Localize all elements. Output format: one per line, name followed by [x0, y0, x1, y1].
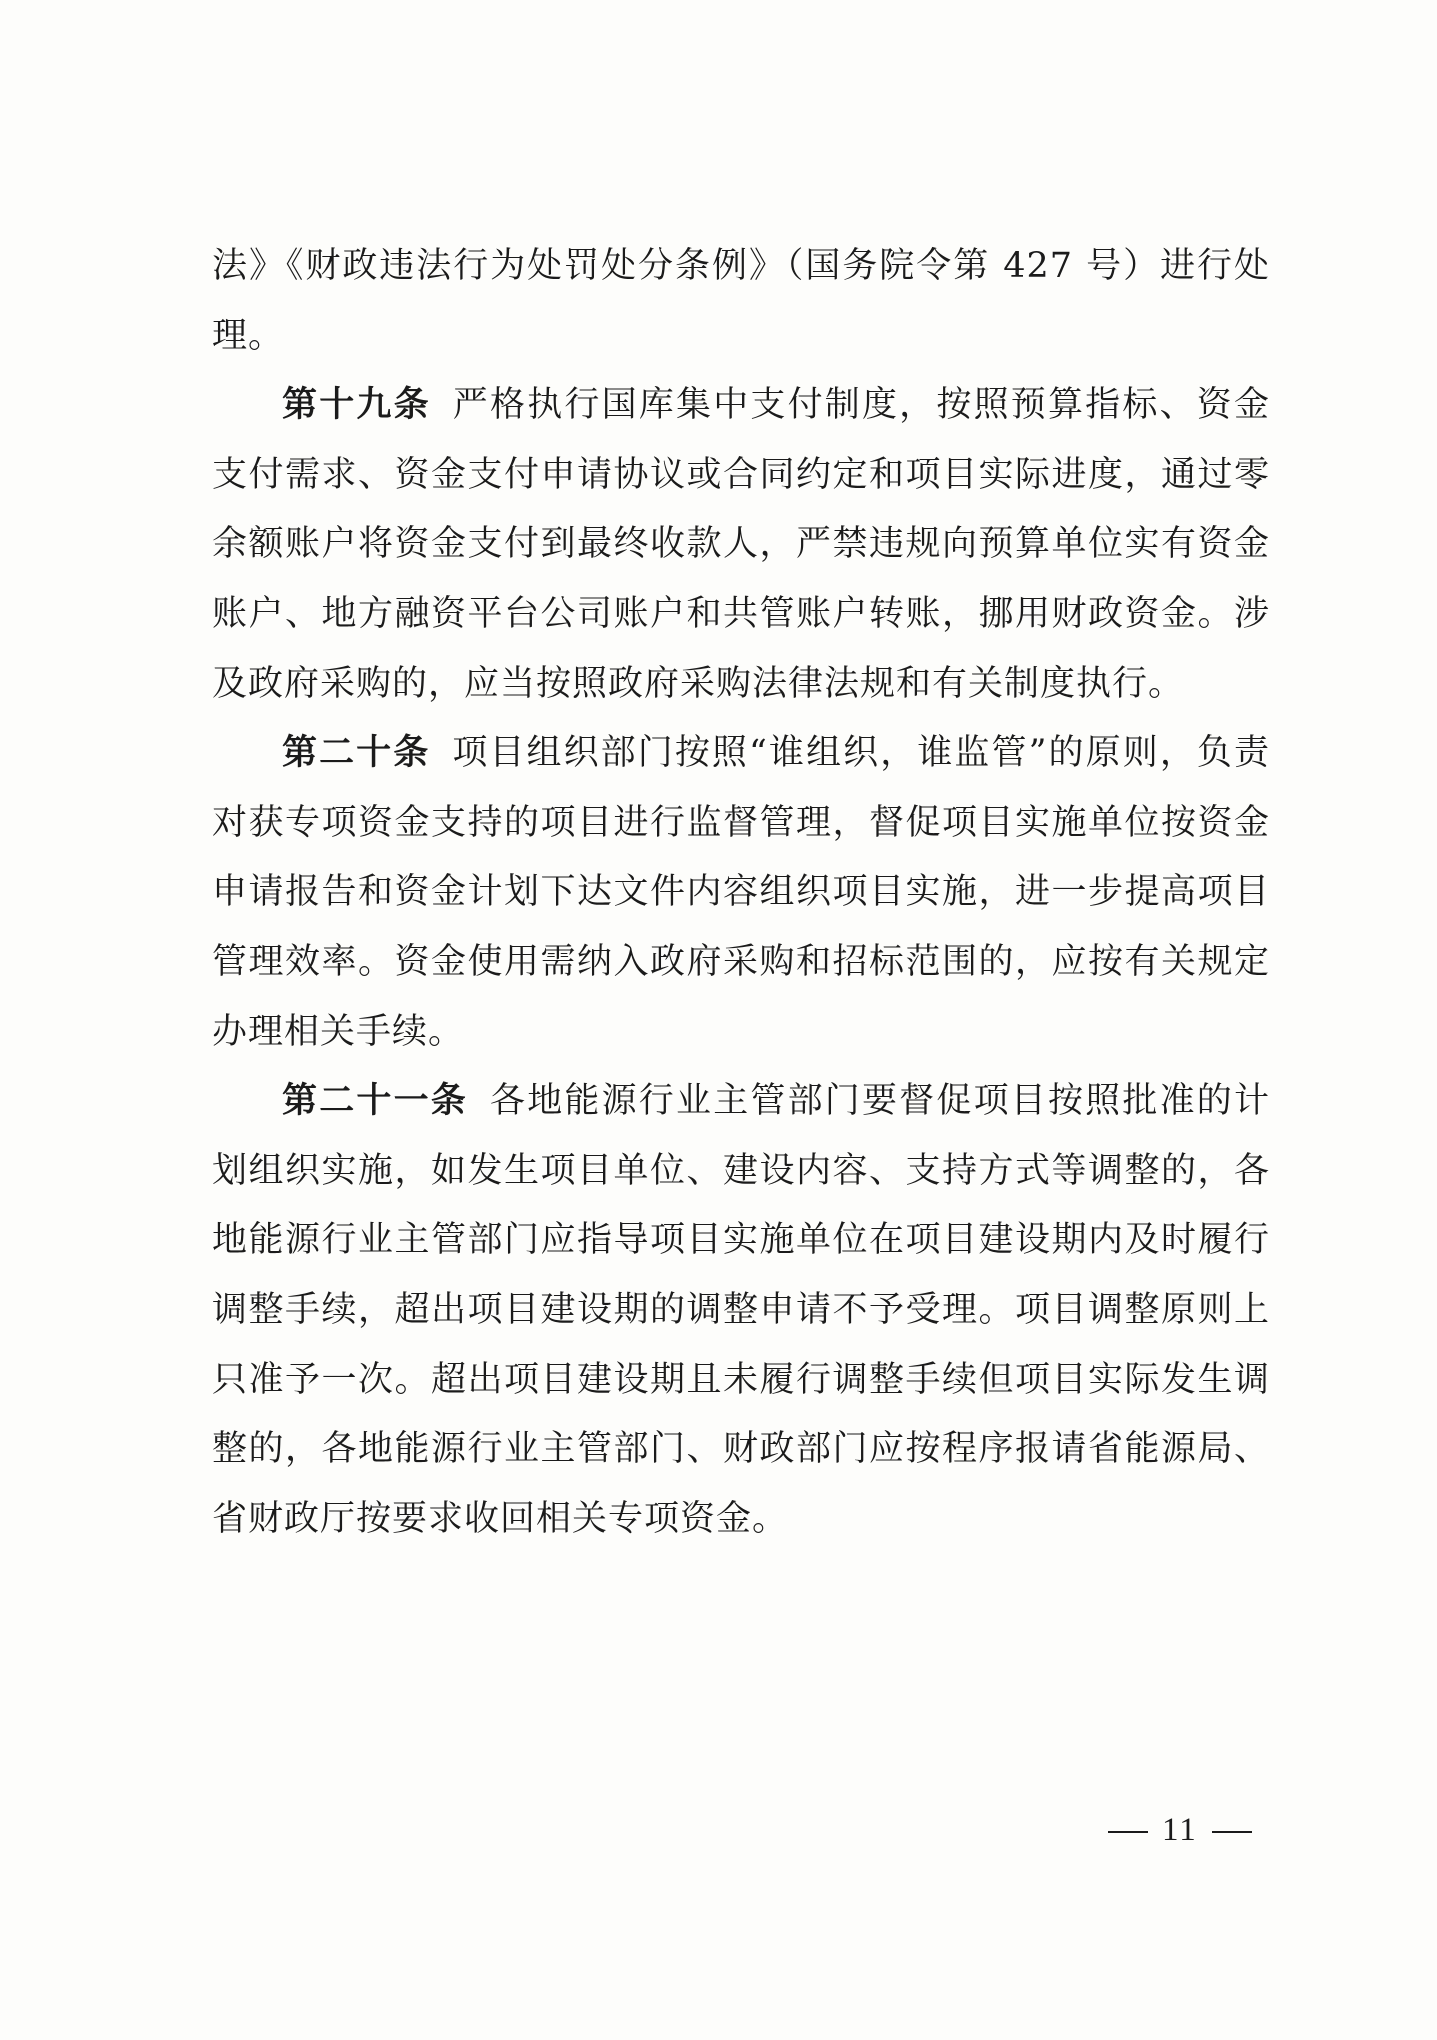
- article-text: 严格执行国库集中支付制度，按照预算指标、资金支付需求、资金支付申请协议或合同约定和项目实际进度，通过零余额账户将资金支付到最终收款人，严禁违规向预算单位实有资金账户、地方融资平台公司账户和共管账户转账，挪用财政资金。涉及政府采购的，应当按照政府采购法律法规和有关制度执行。: [212, 385, 1270, 704]
- page-number-value: 11: [1162, 1812, 1198, 1848]
- page-number: [1094, 1812, 1266, 1849]
- article-21: [212, 1067, 1270, 1554]
- article-heading: 第十九条: [282, 385, 431, 426]
- article-20: [212, 719, 1270, 1067]
- page-number-dash-right: [1212, 1831, 1252, 1833]
- article-heading: 第二十一条: [282, 1081, 468, 1122]
- paragraph-continuation: [212, 232, 1270, 371]
- paragraph-text: 法》《财政违法行为处罚处分条例》（国务院令第 427 号）进行处理。: [212, 246, 1270, 356]
- article-heading: 第二十条: [282, 733, 431, 774]
- page-number-dash-left: [1108, 1831, 1148, 1833]
- article-19: [212, 371, 1270, 719]
- body-text: [212, 232, 1270, 1554]
- article-text: 各地能源行业主管部门要督促项目按照批准的计划组织实施，如发生项目单位、建设内容、支持方式等调整的，各地能源行业主管部门应指导项目实施单位在项目建设期内及时履行调整手续，超出项目建设期的调整申请不予受理。项目调整原则上只准予一次。超出项目建设期且未履行调整手续但项目实际发生调整的，各地能源行业主管部门、财政部门应按程序报请省能源局、省财政厅按要求收回相关专项资金。: [212, 1081, 1270, 1539]
- article-text: 项目组织部门按照“谁组织，谁监管”的原则，负责对获专项资金支持的项目进行监督管理，督促项目实施单位按资金申请报告和资金计划下达文件内容组织项目实施，进一步提高项目管理效率。资金使用需纳入政府采购和招标范围的，应按有关规定办理相关手续。: [212, 733, 1270, 1052]
